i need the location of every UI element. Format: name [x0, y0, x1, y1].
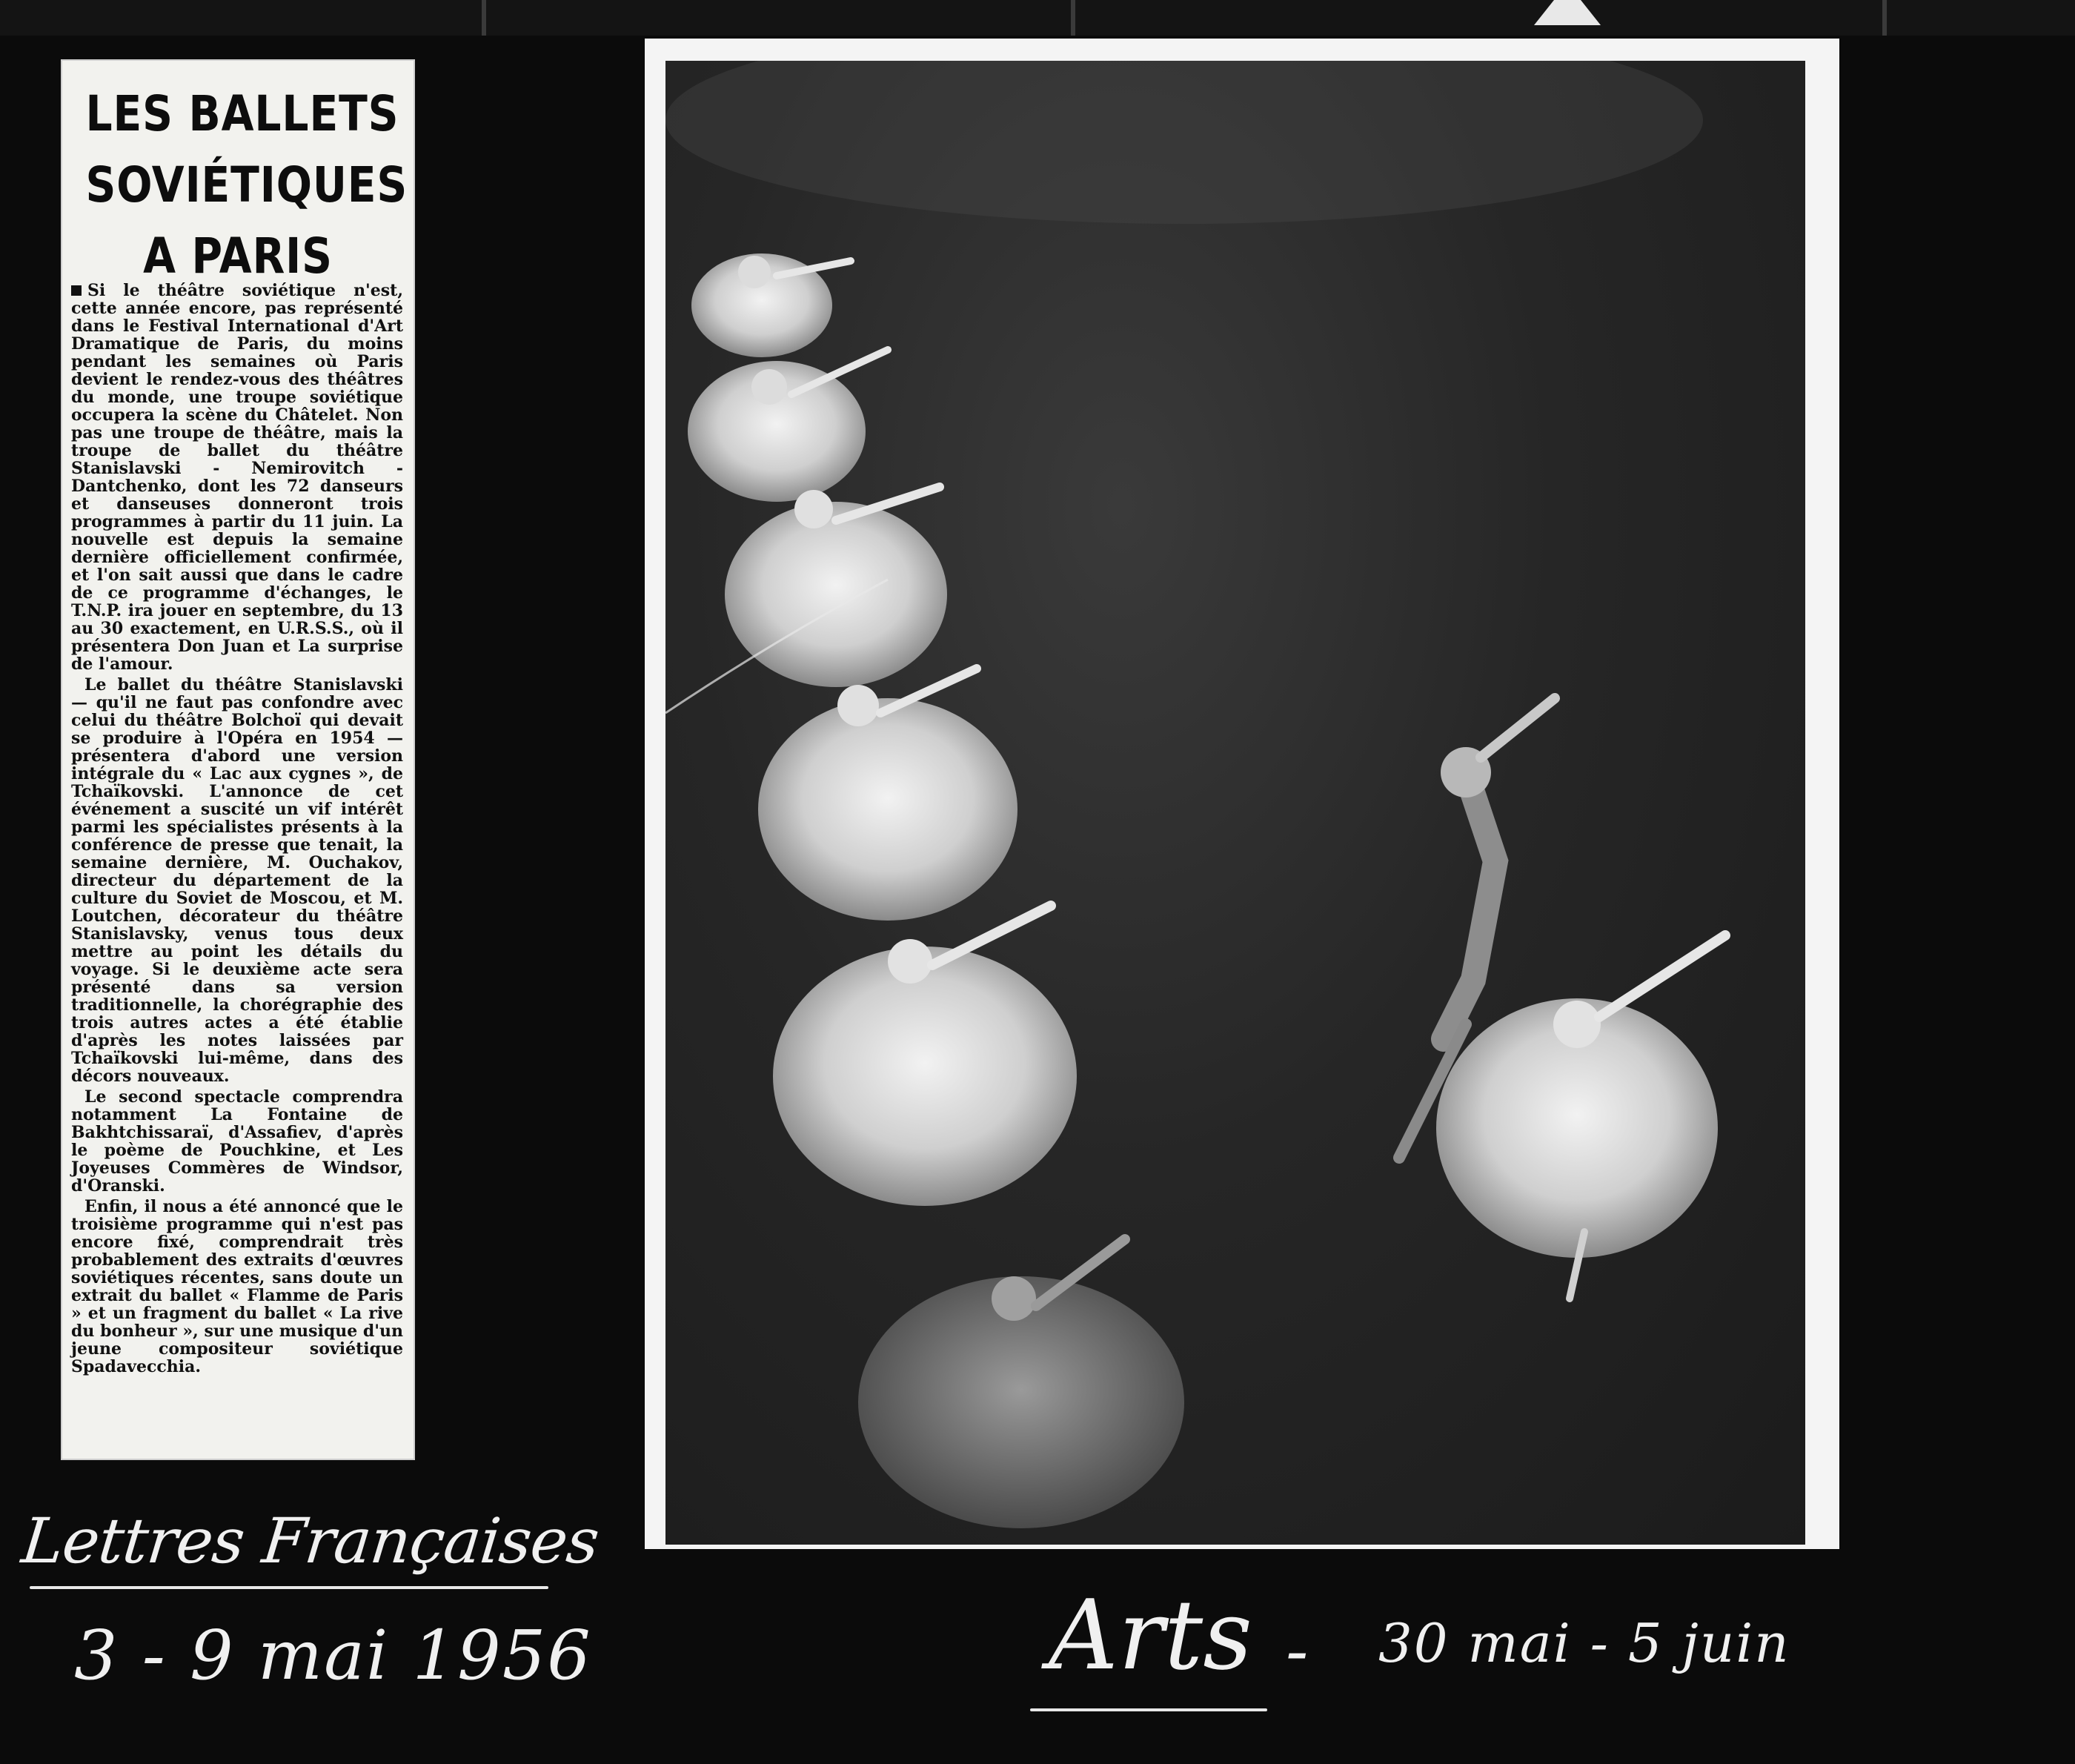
photo-frame [645, 39, 1839, 1549]
headline-line: A PARIS [143, 228, 333, 285]
handwritten-source-left: Lettres Françaises [18, 1505, 602, 1577]
headline-line: SOVIÉTIQUES [85, 156, 408, 213]
article-body [71, 282, 403, 1379]
top-strip [0, 0, 2075, 36]
article-paragraph: Le ballet du théâtre Stanislavski — qu'il ne faut pas confondre avec celui du théâtre Bolchoï qui devait se produire à l'Opéra en 1954 — présentera d'abord une version intégrale du « Lac aux cygnes », de Tchaïkovski. L'annonce de cet événement a suscité un vif intérêt parmi les spécialistes présents à la conférence de presse que tenait, la semaine dernière, M. Ouchakov, directeur du département de la culture du Soviet de Moscou, et M. Loutchen, décorateur du théâtre Stanislavsky, venus tous deux mettre au point les détails du voyage. Si le deuxième acte sera présenté dans sa version traditionnelle, la chorégraphie des trois autres actes a été établie d'après les notes laissées par Tchaïkovski lui-même, dans des décors nouveaux. [71, 675, 403, 1086]
handwritten-source-right: Arts [1049, 1579, 1252, 1691]
article-headline [85, 79, 408, 292]
seam-line [482, 0, 486, 36]
handwritten-date-left: 3 - 9 mai 1956 [74, 1616, 592, 1695]
ballet-illustration [665, 61, 1805, 1545]
headline-line: LES BALLETS [85, 85, 399, 142]
seam-line [1071, 0, 1075, 36]
newspaper-clipping [61, 59, 415, 1460]
article-paragraph: Enfin, il nous a été annoncé que le troisième programme qui n'est pas encore fixé, comprendrait très probablement des extraits d'œuvres soviétiques récentes, sans doute un extrait du ballet « Flamme de Paris » et un fragment du ballet « La rive du bonheur », sur une musique d'un jeune compositeur soviétique Spadavecchia. [71, 1197, 403, 1376]
handwritten-dash: - [1286, 1612, 1309, 1690]
handwritten-date-right: 30 mai - 5 juin [1378, 1612, 1790, 1674]
stage-light-haze [665, 61, 1703, 224]
article-paragraph: Si le théâtre soviétique n'est, cette année encore, pas représenté dans le Festival International d'Art Dramatique de Paris, du moins pendant les semaines où Paris devient le rendez-vous des théâtres du monde, une troupe soviétique occupera la scène du Châtelet. Non pas une troupe de théâtre, mais la troupe de ballet du théâtre Stanislavski - Nemirovitch - Dantchenko, dont les 72 danseurs et danseuses donneront trois programmes à partir du 11 juin. La nouvelle est depuis la semaine dernière officiellement confirmée, et l'on sait aussi que dans le cadre de ce programme d'échanges, le T.N.P. ira jouer en septembre, du 13 au 30 exactement, en U.R.S.S., où il présentera Don Juan et La surprise de l'amour. [71, 281, 403, 674]
handwritten-underline [30, 1586, 548, 1589]
dancer [858, 1239, 1184, 1528]
dancer [691, 253, 851, 357]
dancer [773, 906, 1077, 1206]
handwritten-underline [1030, 1708, 1267, 1711]
dancer [725, 487, 947, 687]
dancer [758, 669, 1017, 921]
article-paragraph: Le second spectacle comprendra notamment La Fontaine de Bakhtchissaraï, d'Assafiev, d'après le poème de Pouchkine, et Les Joyeuses Commères de Windsor, d'Oranski. [71, 1087, 403, 1196]
dancer [688, 350, 888, 502]
ballet-photo [665, 61, 1805, 1545]
seam-line [1882, 0, 1887, 36]
